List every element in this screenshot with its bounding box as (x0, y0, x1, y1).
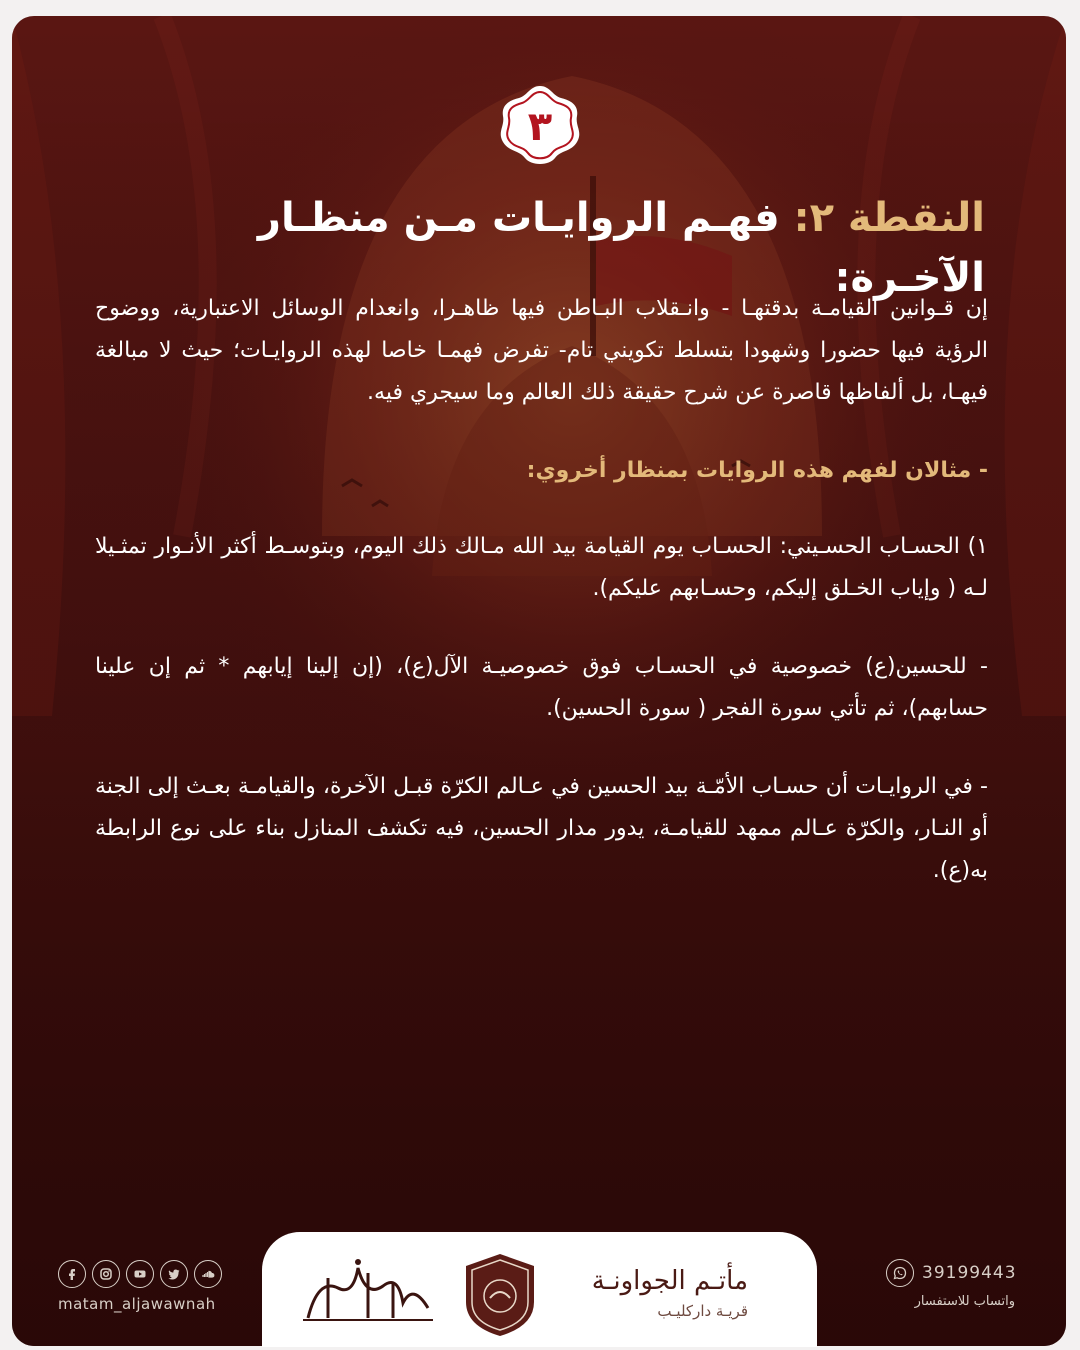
matam-seal-icon (460, 1252, 540, 1338)
examples-heading: - مثالان لفهم هذه الروايات بمنظار أخروي: (526, 458, 988, 483)
article-body (95, 288, 988, 928)
instagram-icon[interactable] (92, 1260, 120, 1288)
ornamental-badge-icon (495, 82, 585, 172)
example-paragraph-1: ١) الحسـاب الحسـيني: الحسـاب يوم القيامة بيد الله مـالك ذلك اليوم، وبتوسـط أكثر الأنـوار تمثـيلا لـه ( وإياب الخـلق إليكم، وحسـابهم عليكم). (95, 534, 988, 601)
facebook-icon[interactable] (58, 1260, 86, 1288)
soundcloud-icon[interactable] (194, 1260, 222, 1288)
calligraphy-logo-icon (298, 1248, 438, 1328)
twitter-icon[interactable] (160, 1260, 188, 1288)
contact-label: واتساب للاستفسار (914, 1294, 1015, 1309)
title-accent: النقطة ٢: (793, 195, 985, 241)
phone-number[interactable]: 39199443 (922, 1263, 1017, 1283)
badge-number: ٣ (527, 104, 553, 150)
intro-paragraph: إن قـوانين القيامـة بدقتهـا - وانـقلاب البـاطن فيها ظاهـرا، وانعدام الوسائل الاعتبارية، ووضوح الرؤية فيها حضورا وشهودا بتسلط تكويني تام- تفرض فهمـا خاصا لهذه الروايـات؛ حيث لا مبالغة فيهـا، بل ألفاظها قاصرة عن شرح حقيقة ذلك العالم وما سيجري فيه. (95, 296, 988, 405)
youtube-icon[interactable] (126, 1260, 154, 1288)
brand-title: مأتـم الجواونـة (591, 1266, 748, 1296)
example-paragraph-3: - في الروايـات أن حسـاب الأمّـة بيد الحسين في عـالم الكرّة قبـل الآخرة، والقيامـة بعـث إلى الجنة أو النـار، والكرّة عـالم ممهد للقيامـة، يدور مدار الحسين، فيه تكشف المنازل بناء على نوع الرابطة به(ع). (95, 774, 988, 883)
brand-subtitle: قريـة داركليـب (657, 1302, 748, 1320)
contact-phone-row[interactable] (886, 1259, 1017, 1287)
social-handle[interactable]: matam_aljawawnah (58, 1295, 216, 1313)
title-main: فهـم الروايـات مـن منظـار الآخـرة: (257, 195, 985, 301)
example-paragraph-2: - للحسين(ع) خصوصية في الحسـاب فوق خصوصيـة الآل(ع)، (إن إلينا إيابهم * ثم إن علينا حسابهم)، ثم تأتي سورة الفجر ( سورة الحسين). (95, 654, 988, 721)
social-icons (58, 1260, 222, 1288)
whatsapp-icon[interactable] (886, 1259, 914, 1287)
